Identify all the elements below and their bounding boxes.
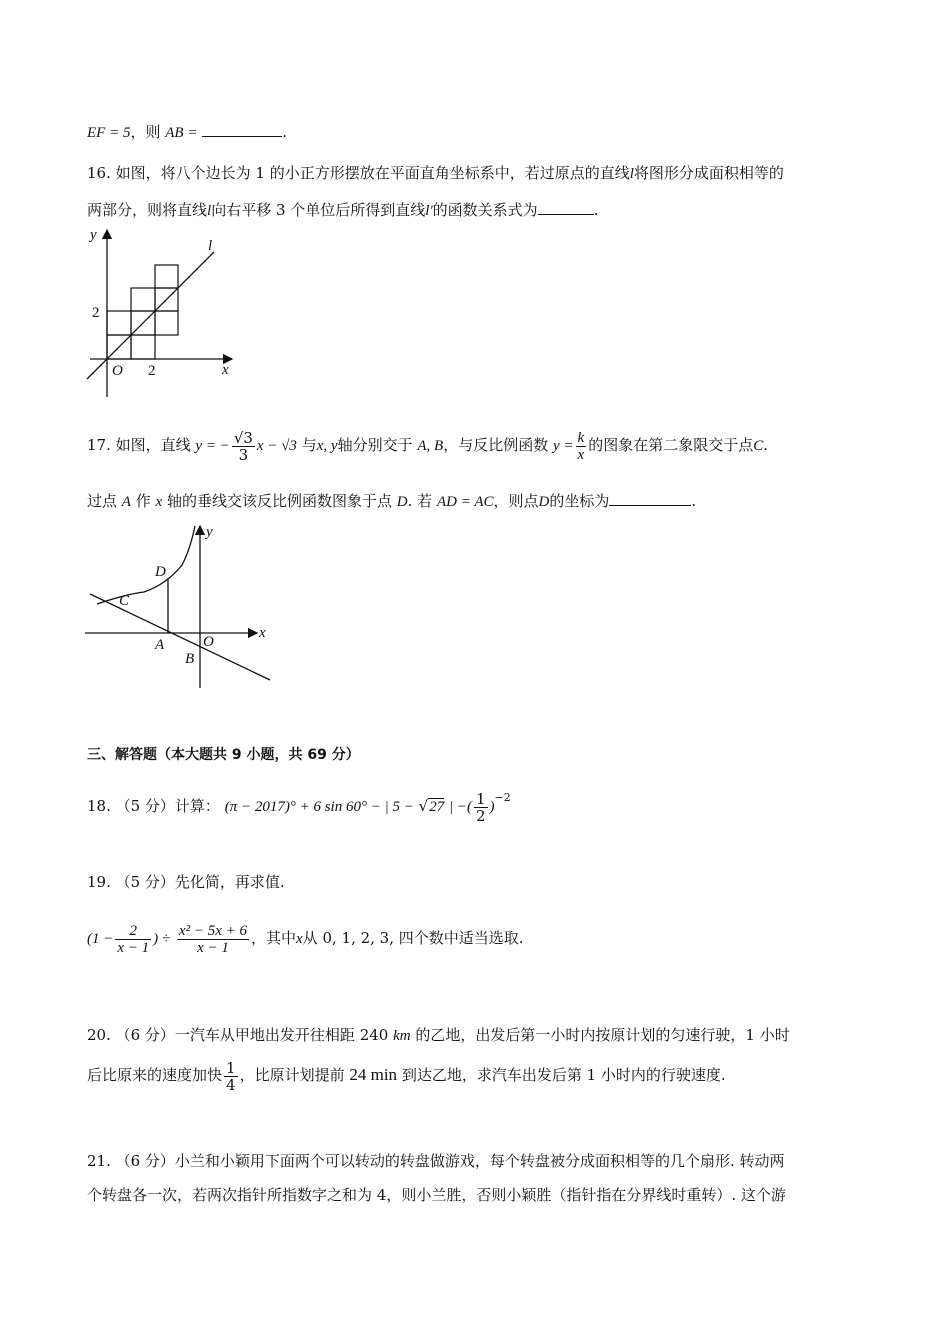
q21-line2: 个转盘各一次，若两次指针所指数字之和为 4，则小兰胜，否则小颖胜（指针指在分界线时重转）. 这个游 — [87, 1186, 786, 1204]
q17-label-x: x — [259, 625, 266, 641]
q16-lprime: l' — [425, 203, 433, 219]
q16-squares — [107, 265, 178, 359]
q16-period: . — [593, 201, 599, 219]
q16-answer-blank[interactable] — [538, 200, 594, 215]
q16-line-l — [87, 252, 214, 379]
q19-x: x — [296, 931, 303, 947]
q17-period-2: . — [691, 492, 697, 510]
q17-axes: x, y — [316, 438, 338, 454]
q17-d: D — [396, 494, 408, 510]
q17-l2f: 的坐标为 — [549, 492, 610, 510]
q17-l2a: 过点 — [87, 492, 118, 510]
q16-l-2: l — [207, 203, 212, 219]
q19-f2-den: x − 1 — [197, 939, 229, 956]
q17-label-o: O — [203, 634, 214, 650]
q16-label-o: O — [112, 363, 123, 379]
q20-l1b: 的乙地，出发后第一小时内按原计划的匀速行驶，1 小时 — [415, 1026, 790, 1044]
q17-a: A — [121, 494, 131, 510]
q17-l2e: ，则点 — [493, 492, 539, 510]
q19-f1-den: x − 1 — [117, 939, 150, 956]
q20-l1a: 20. （6 分）一汽车从甲地出发开往相距 240 — [87, 1026, 389, 1044]
q17-l2b: 作 — [135, 492, 151, 510]
q19-frac2 — [177, 923, 249, 956]
q18-line — [87, 782, 511, 827]
q20-km: km — [393, 1028, 411, 1044]
q19-line2 — [87, 918, 524, 959]
q17-t4: 的图象在第二象限交于点 — [588, 436, 754, 454]
q20-min: 24 min — [349, 1065, 398, 1084]
q20-l2c: 到达乙地，求汽车出发后第 1 小时内的行驶速度. — [401, 1066, 726, 1084]
q18-sqrt: √27 — [418, 797, 445, 815]
q17-frac-sqrt3-over-3 — [232, 430, 255, 463]
q21-line1: 21. （6 分）小兰和小颖用下面两个可以转动的转盘做游戏，每个转盘被分成面积相等的几个扇形. 转动两 — [87, 1152, 785, 1170]
q20-l2b: ，比原计划提前 — [239, 1066, 345, 1084]
q17-label-y: y — [206, 524, 213, 540]
q17-line — [90, 594, 270, 680]
q17-frac-den: 3 — [238, 445, 249, 464]
q17-frac-num: √3 — [233, 428, 253, 447]
q18-expr1: (π − 2017)° + 6 sin 60° − | 5 − — [224, 799, 414, 815]
q20-line1 — [87, 1025, 790, 1046]
q18-two: 2 — [475, 806, 486, 825]
q20-l2a: 后比原来的速度加快 — [87, 1066, 223, 1084]
q16-text1: 16. 如图，将八个边长为 1 的小正方形摆放在平面直角坐标系中，若过原点的直线 — [87, 164, 630, 182]
q17-answer-blank[interactable] — [609, 491, 691, 506]
q19-line1: 19. （5 分）先化简，再求值. — [87, 873, 285, 891]
q16-figure — [82, 222, 242, 400]
q16-text2c: 的函数关系式为 — [432, 201, 538, 219]
q17-num: 17. 如图，直线 — [87, 436, 191, 454]
q18-one: 1 — [475, 789, 486, 808]
q16-line2 — [87, 200, 598, 221]
q17-d-2: D — [538, 494, 550, 510]
q20-f-den: 4 — [226, 1075, 236, 1094]
q17-k: k — [577, 429, 585, 446]
q17-figure — [82, 520, 277, 692]
q17-c: C — [753, 438, 764, 454]
q16-label-2x: 2 — [148, 363, 156, 379]
q18-radicand: 27 — [429, 799, 445, 815]
q17-label-c: C — [119, 593, 130, 609]
q19-f2-num: x² − 5x + 6 — [178, 922, 247, 939]
q18-num: 18. （5 分）计算： — [87, 797, 220, 815]
q20-frac-quarter — [224, 1060, 238, 1093]
q17-x: x — [155, 494, 163, 510]
q15-ef: EF = 5 — [87, 125, 131, 141]
q15-text: ，则 — [130, 123, 161, 141]
q16-label-y: y — [90, 227, 97, 243]
q17-eq-left: y = − — [195, 438, 230, 454]
q18-expr3: ) — [489, 799, 495, 815]
q18-expr2: | −( — [448, 799, 472, 815]
q16-label-l: l — [208, 238, 213, 254]
q16-label-2y: 2 — [92, 305, 100, 321]
q16-text2a: 两部分，则将直线 — [87, 201, 208, 219]
q17-t3: ，与反比例函数 — [443, 436, 549, 454]
q18-exponent: −2 — [494, 791, 511, 804]
q17-l2d: . 若 — [407, 492, 433, 510]
q17-line2 — [87, 491, 696, 512]
q15-period: . — [282, 123, 288, 141]
q17-t2: 轴分别交于 — [337, 436, 413, 454]
q18-frac-half — [474, 791, 488, 824]
q17-l2c: 轴的垂线交该反比例函数图象于点 — [167, 492, 393, 510]
q16-text2b: 向右平移 3 个单位后所得到直线 — [211, 201, 426, 219]
q19-open: (1 − — [87, 931, 114, 947]
q16-l: l — [629, 166, 634, 182]
q19-frac1 — [115, 923, 151, 956]
q19-div: ) ÷ — [153, 931, 171, 947]
q20-f-num: 1 — [226, 1058, 236, 1077]
q16-line1 — [87, 163, 784, 184]
q17-cond: AD = AC — [436, 494, 494, 510]
q17-hyperbola — [97, 526, 195, 604]
q17-line1 — [87, 423, 768, 468]
q17-t1: 与 — [301, 436, 317, 454]
q17-frac-k-over-x — [576, 430, 587, 463]
q15-ab: AB = — [165, 125, 198, 141]
q17-label-a: A — [155, 637, 165, 653]
q15-tail-line — [87, 122, 287, 143]
q17-pts: A, B — [417, 438, 444, 454]
q17-eq-mid: x − √3 — [256, 438, 297, 454]
section3-heading: 三、解答题（本大题共 9 小题，共 69 分） — [87, 747, 360, 763]
q19-f1-num: 2 — [115, 923, 151, 940]
q15-answer-blank[interactable] — [202, 122, 282, 137]
q16-text1-end: 将图形分成面积相等的 — [633, 164, 784, 182]
q17-y-eq: y = — [552, 438, 574, 454]
q17-label-d: D — [155, 564, 166, 580]
q17-label-b: B — [185, 651, 195, 667]
q20-line2 — [87, 1055, 726, 1095]
q19-t2: 从 0, 1, 2, 3, 四个数中适当选取. — [302, 929, 524, 947]
q17-period: . — [763, 436, 768, 454]
q16-label-x: x — [222, 362, 229, 378]
q17-xv: x — [577, 446, 585, 463]
q19-t1: ，其中 — [250, 929, 296, 947]
